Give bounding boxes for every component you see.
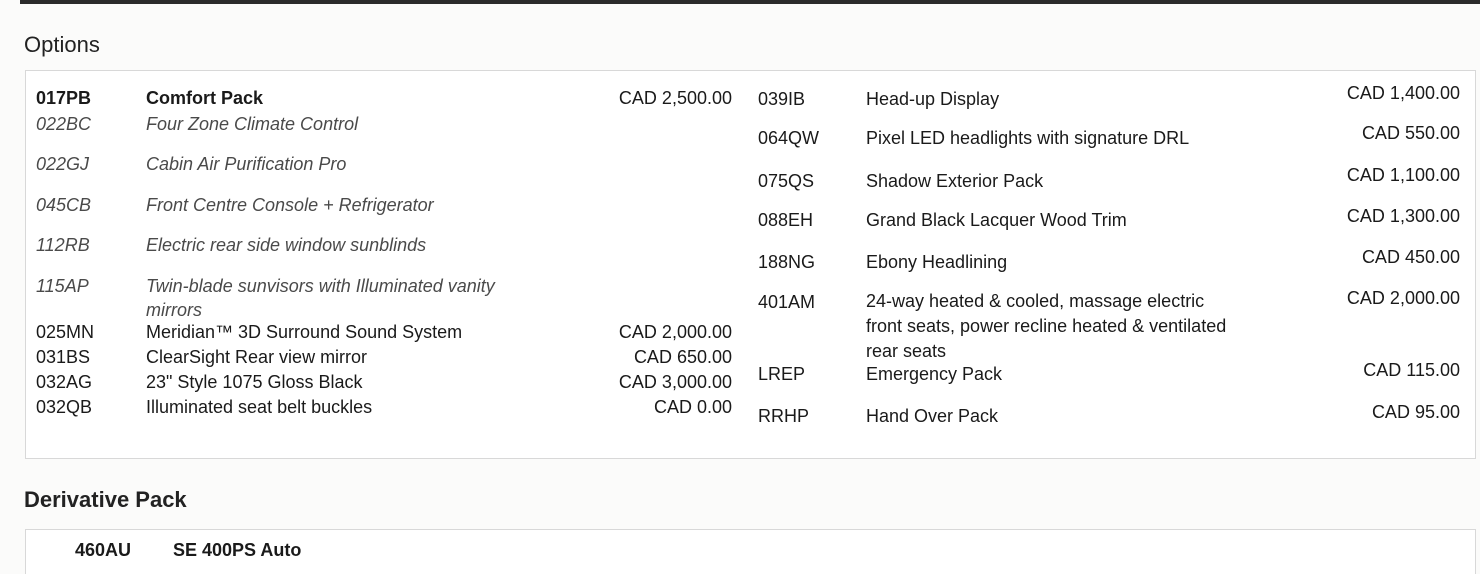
option-description: Cabin Air Purification Pro bbox=[146, 154, 347, 174]
option-description: Front Centre Console + Refrigerator bbox=[146, 195, 434, 215]
option-price: CAD 1,100.00 bbox=[1346, 165, 1460, 185]
option-code: 031BS bbox=[36, 347, 91, 367]
option-price: CAD 3,000.00 bbox=[618, 372, 732, 392]
option-price: CAD 2,000.00 bbox=[618, 322, 732, 342]
option-price: CAD 2,000.00 bbox=[1346, 288, 1460, 308]
option-code: 017PB bbox=[36, 88, 92, 108]
option-code: 075QS bbox=[758, 171, 815, 191]
option-code: 188NG bbox=[758, 252, 816, 272]
option-code: RRHP bbox=[758, 406, 810, 426]
option-price: CAD 1,400.00 bbox=[1346, 83, 1460, 103]
derivative-description: SE 400PS Auto bbox=[173, 540, 302, 560]
option-description: Meridian™ 3D Surround Sound System bbox=[146, 322, 463, 342]
option-code: 401AM bbox=[758, 292, 816, 312]
option-description: Shadow Exterior Pack bbox=[866, 171, 1044, 191]
option-description: Comfort Pack bbox=[146, 88, 264, 108]
top-divider bbox=[20, 0, 1480, 4]
option-code: 032QB bbox=[36, 397, 93, 417]
option-price: CAD 2,500.00 bbox=[618, 88, 732, 108]
option-description: Head-up Display bbox=[866, 89, 1000, 109]
option-code: LREP bbox=[758, 364, 806, 384]
option-description: 24-way heated & cooled, massage electric front seats, power recline heated & ventilated rear seats bbox=[866, 291, 1227, 361]
option-description: Hand Over Pack bbox=[866, 406, 999, 426]
option-description: Twin-blade sunvisors with Illuminated vanity mirrors bbox=[146, 276, 495, 320]
option-code: 112RB bbox=[36, 235, 90, 255]
derivative-code: 460AU bbox=[75, 540, 132, 560]
option-description: Emergency Pack bbox=[866, 364, 1003, 384]
option-code: 064QW bbox=[758, 128, 820, 148]
option-description: Four Zone Climate Control bbox=[146, 114, 359, 134]
option-code: 039IB bbox=[758, 89, 806, 109]
option-price: CAD 450.00 bbox=[1361, 247, 1460, 267]
options-title: Options bbox=[24, 32, 100, 57]
option-price: CAD 650.00 bbox=[633, 347, 732, 367]
option-code: 032AG bbox=[36, 372, 93, 392]
option-description: ClearSight Rear view mirror bbox=[146, 347, 368, 367]
option-price: CAD 95.00 bbox=[1371, 402, 1460, 422]
option-description: Grand Black Lacquer Wood Trim bbox=[866, 210, 1127, 230]
option-code: 022GJ bbox=[36, 154, 90, 174]
option-price: CAD 1,300.00 bbox=[1346, 206, 1460, 226]
option-code: 022BC bbox=[36, 114, 92, 134]
option-price: CAD 0.00 bbox=[653, 397, 732, 417]
option-price: CAD 550.00 bbox=[1361, 123, 1460, 143]
option-description: 23" Style 1075 Gloss Black bbox=[146, 372, 363, 392]
option-code: 025MN bbox=[36, 322, 95, 342]
option-description: Pixel LED headlights with signature DRL bbox=[866, 128, 1190, 148]
option-description: Ebony Headlining bbox=[866, 252, 1008, 272]
option-code: 088EH bbox=[758, 210, 814, 230]
option-description: Electric rear side window sunblinds bbox=[146, 235, 427, 255]
option-description: Illuminated seat belt buckles bbox=[146, 397, 373, 417]
option-code: 045CB bbox=[36, 195, 92, 215]
option-price: CAD 115.00 bbox=[1363, 360, 1460, 380]
derivative-pack-title: Derivative Pack bbox=[24, 487, 187, 512]
option-code: 115AP bbox=[36, 276, 89, 296]
